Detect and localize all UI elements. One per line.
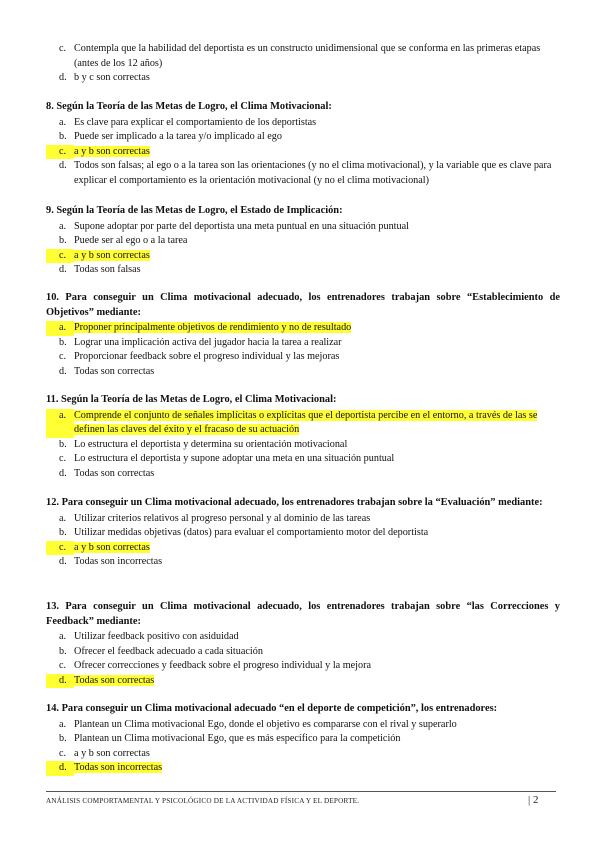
option-10a: a. Proponer principalmente objetivos de rendimiento y no de resultado <box>46 321 560 336</box>
option-8b: b. Puede ser implicado a la tarea y/o implicado al ego <box>59 131 282 143</box>
footer-divider <box>46 791 556 792</box>
option-9b: b. Puede ser al ego o a la tarea <box>59 235 188 247</box>
option-14b: b. Plantean un Clima motivacional Ego, que es más específico para la competición <box>59 733 401 745</box>
option-12b: b. Utilizar medidas objetivas (datos) para evaluar el comportamiento motor del deportista <box>59 527 429 539</box>
question-7-continuation <box>46 42 566 86</box>
option-11d: d. Todas son correctas <box>59 467 155 479</box>
question-14 <box>46 702 560 776</box>
question-10 <box>46 291 560 379</box>
option-10b: b. Lograr una implicación activa del jugador hacia la tarea a realizar <box>59 336 342 348</box>
option-9c: c. a y b son correctas <box>46 249 560 264</box>
option-11b: b. Lo estructura el deportista y determina su orientación motivacional <box>59 438 348 450</box>
option-13b: b. Ofrecer el feedback adecuado a cada situación <box>59 645 263 657</box>
question-9 <box>46 204 560 278</box>
question-12 <box>46 496 560 570</box>
option-7c: c. Contempla que la habilidad del deportista es un constructo unidimensional que se conforma en las primeras etapas (antes de los 12 años) <box>59 43 541 69</box>
option-13d: d. Todas son correctas <box>46 674 560 689</box>
question-8-text: 8. Según la Teoría de las Metas de Logro, el Clima Motivacional: <box>46 101 332 112</box>
question-13 <box>46 600 560 688</box>
option-11a: a. Comprende el conjunto de señales implícitas o explícitas que el deportista percibe en el entorno, a través de las se definen las claves del éxito y el fracaso de su actuación <box>46 409 560 438</box>
option-10c: c. Proporcionar feedback sobre el progreso individual y las mejoras <box>59 351 340 363</box>
option-8c: c. a y b son correctas <box>46 145 560 160</box>
option-13a: a. Utilizar feedback positivo con asiduidad <box>59 631 239 642</box>
option-12c: c. a y b son correctas <box>46 541 560 556</box>
option-14c: c. a y b son correctas <box>59 747 150 759</box>
question-13-text: 13. Para conseguir un Clima motivacional adecuado, los entrenadores trabajan sobre “las Correcciones y Feedback” mediante: <box>46 601 560 627</box>
option-14d: d. Todas son incorrectas <box>46 761 560 776</box>
question-11-text: 11. Según la Teoría de las Metas de Logro, el Clima Motivacional: <box>46 394 337 405</box>
option-13c: c. Ofrecer correcciones y feedback sobre el progreso individual y la mejora <box>59 660 371 672</box>
question-12-text: 12. Para conseguir un Clima motivacional adecuado, los entrenadores trabajan sobre la “Evaluación” mediante: <box>46 497 543 508</box>
page-number: | 2 <box>528 794 539 806</box>
option-12a: a. Utilizar criterios relativos al progreso personal y al dominio de las tareas <box>59 512 371 524</box>
option-12d: d. Todas son incorrectas <box>59 556 163 568</box>
question-10-text: 10. Para conseguir un Clima motivacional adecuado, los entrenadores trabajan sobre “Establecimiento de Objetivos” mediante: <box>46 292 560 318</box>
question-11 <box>46 393 560 481</box>
option-11c: c. Lo estructura el deportista y supone adoptar una meta en una situación puntual <box>59 453 395 465</box>
option-14a: a. Plantean un Clima motivacional Ego, donde el objetivo es compararse con el rival y superarlo <box>59 718 457 730</box>
option-8a: a. Es clave para explicar el comportamiento de los deportistas <box>59 116 317 128</box>
option-7d: d. b y c son correctas <box>59 72 150 84</box>
option-9a: a. Supone adoptar por parte del deportista una meta puntual en una situación puntual <box>59 220 409 232</box>
option-8d: d. Todos son falsas; al ego o a la tarea son las orientaciones (y no el clima motivacional), y la variable que es clave para explicar el comportamiento es la orientación motivacional (y no el clima motivacional) <box>59 160 552 186</box>
question-14-text: 14. Para conseguir un Clima motivacional adecuado “en el deporte de competición”, los entrenadores: <box>46 703 498 714</box>
option-9d: d. Todas son falsas <box>59 264 141 276</box>
question-9-text: 9. Según la Teoría de las Metas de Logro, el Estado de Implicación: <box>46 205 343 216</box>
option-10d: d. Todas son correctas <box>59 365 155 377</box>
footer-title: ANÁLISIS COMPORTAMENTAL Y PSICOLÓGICO DE LA ACTIVIDAD FÍSICA Y EL DEPORTE. <box>46 797 360 805</box>
question-8 <box>46 100 560 188</box>
